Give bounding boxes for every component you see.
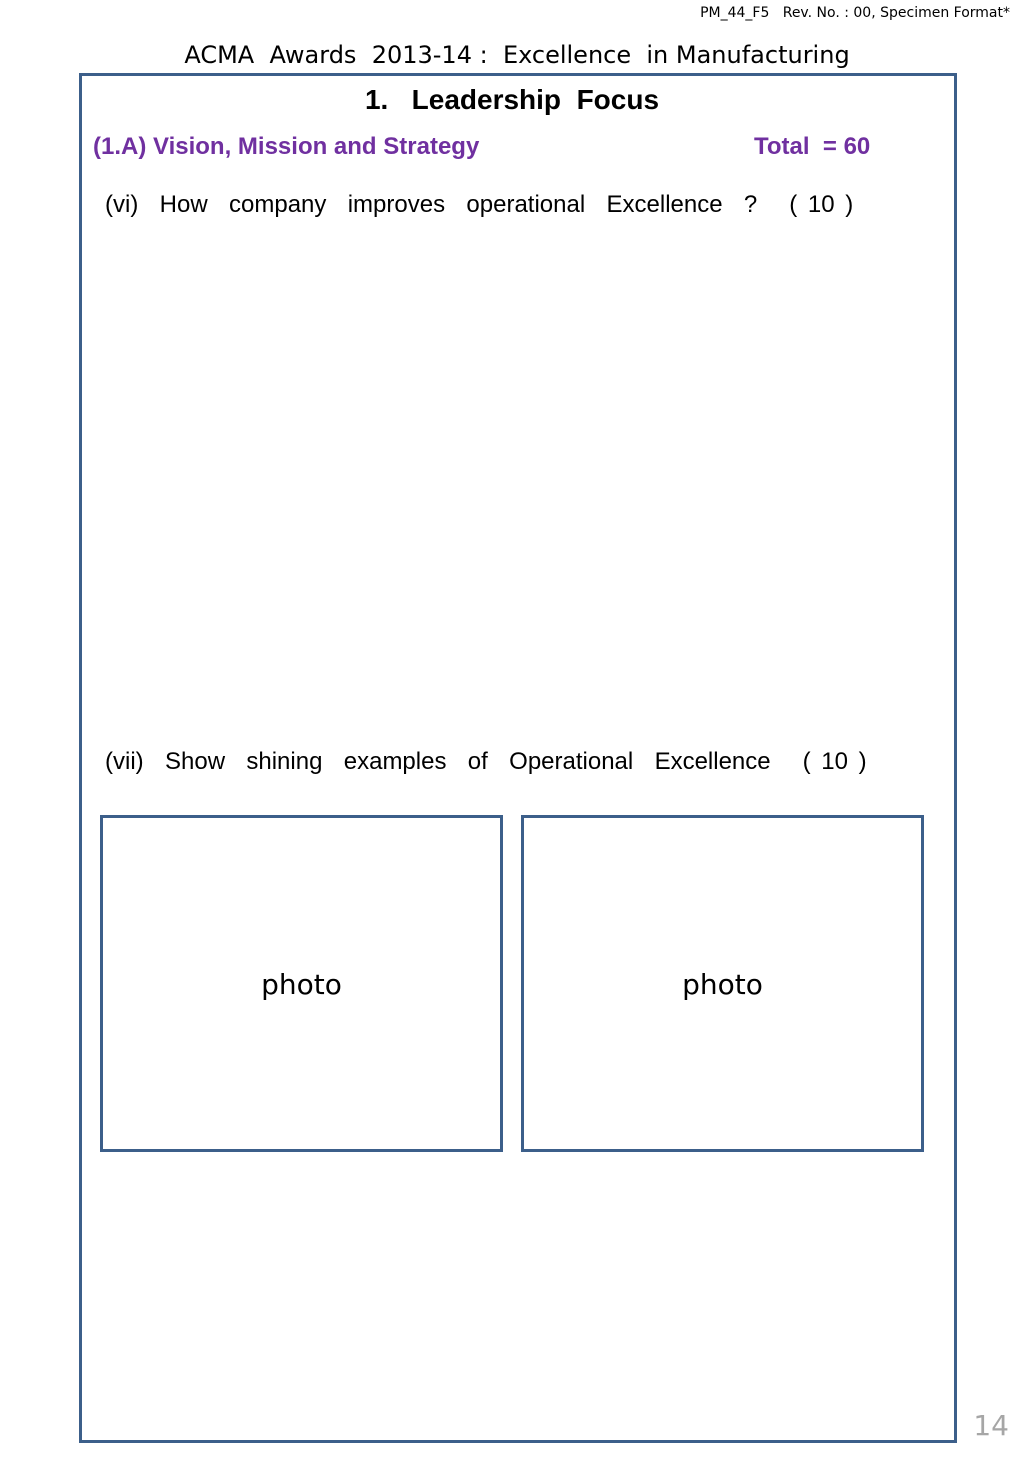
photo-label: photo bbox=[261, 968, 342, 1001]
photo-placeholder-1 bbox=[100, 815, 503, 1152]
question-vii: (vii) Show shining examples of Operational Excellence ( 10 ) bbox=[105, 748, 867, 775]
page-number: 14 bbox=[973, 1409, 1009, 1442]
question-vi: (vi) How company improves operational Excellence ? ( 10 ) bbox=[105, 191, 854, 218]
photo-label: photo bbox=[682, 968, 763, 1001]
total-score: Total = 60 bbox=[754, 133, 871, 160]
subsection-heading: (1.A) Vision, Mission and Strategy bbox=[93, 133, 480, 160]
photo-placeholder-2 bbox=[521, 815, 924, 1152]
document-title: ACMA Awards 2013-14 : Excellence in Manufacturing bbox=[184, 41, 850, 69]
document-code: PM_44_F5 Rev. No. : 00, Specimen Format* bbox=[700, 5, 1010, 21]
section-heading: 1. Leadership Focus bbox=[364, 84, 660, 115]
